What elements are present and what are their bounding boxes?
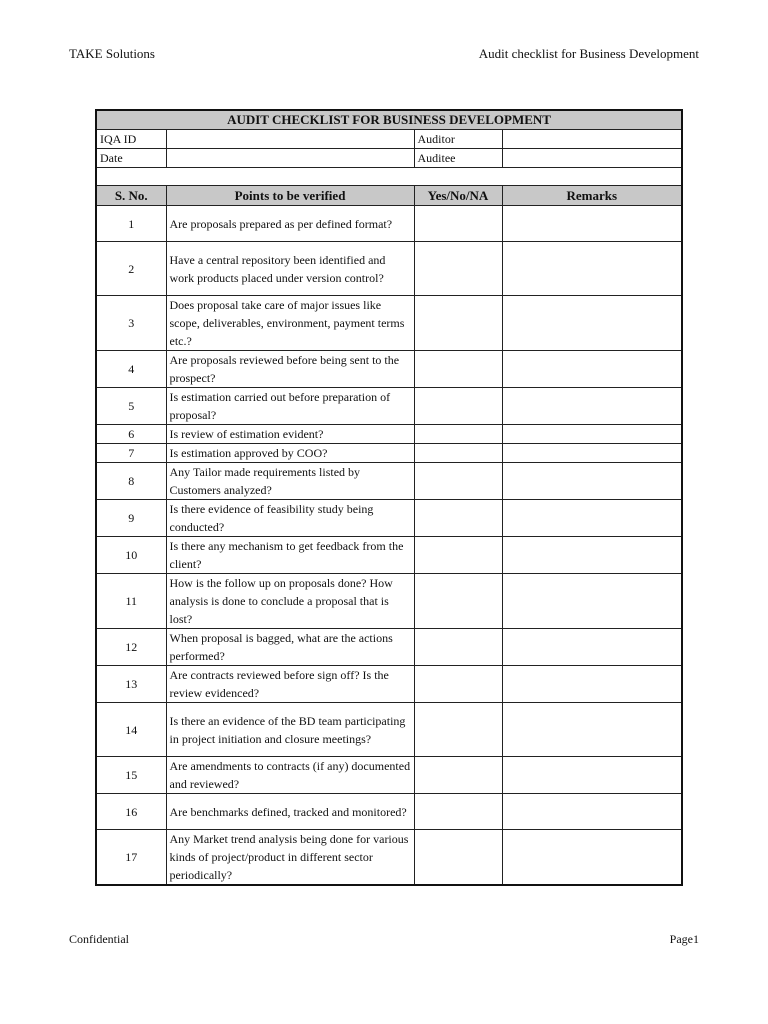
checklist-row bbox=[96, 444, 682, 463]
checklist-row bbox=[96, 537, 682, 574]
answer-cell[interactable] bbox=[414, 794, 502, 830]
verification-point: Are proposals prepared as per defined format? bbox=[166, 206, 414, 242]
answer-cell[interactable] bbox=[414, 444, 502, 463]
verification-point: Have a central repository been identified and work products placed under version control? bbox=[166, 242, 414, 296]
verification-point: Any Tailor made requirements listed by Customers analyzed? bbox=[166, 463, 414, 500]
remarks-cell[interactable] bbox=[502, 666, 682, 703]
verification-point: Are amendments to contracts (if any) documented and reviewed? bbox=[166, 757, 414, 794]
footer-page-number: Page1 bbox=[669, 932, 699, 946]
verification-point: Is estimation approved by COO? bbox=[166, 444, 414, 463]
answer-cell[interactable] bbox=[414, 537, 502, 574]
remarks-cell[interactable] bbox=[502, 537, 682, 574]
verification-point: Are benchmarks defined, tracked and monitored? bbox=[166, 794, 414, 830]
remarks-cell[interactable] bbox=[502, 296, 682, 351]
checklist-row bbox=[96, 666, 682, 703]
answer-cell[interactable] bbox=[414, 703, 502, 757]
iqa-id-label: IQA ID bbox=[96, 130, 166, 149]
audit-checklist-table bbox=[95, 109, 683, 886]
answer-cell[interactable] bbox=[414, 757, 502, 794]
column-header-points: Points to be verified bbox=[166, 186, 414, 206]
auditee-label: Auditee bbox=[414, 149, 502, 168]
checklist-row bbox=[96, 351, 682, 388]
checklist-row bbox=[96, 296, 682, 351]
remarks-cell[interactable] bbox=[502, 425, 682, 444]
row-number: 7 bbox=[96, 444, 166, 463]
checklist-row bbox=[96, 794, 682, 830]
date-field[interactable] bbox=[166, 149, 414, 168]
answer-cell[interactable] bbox=[414, 242, 502, 296]
verification-point: Does proposal take care of major issues like scope, deliverables, environment, payment terms etc.? bbox=[166, 296, 414, 351]
answer-cell[interactable] bbox=[414, 206, 502, 242]
column-header-row bbox=[96, 186, 682, 206]
answer-cell[interactable] bbox=[414, 666, 502, 703]
row-number: 14 bbox=[96, 703, 166, 757]
remarks-cell[interactable] bbox=[502, 351, 682, 388]
spacer-row bbox=[96, 168, 682, 186]
row-number: 2 bbox=[96, 242, 166, 296]
answer-cell[interactable] bbox=[414, 830, 502, 886]
row-number: 10 bbox=[96, 537, 166, 574]
checklist-row bbox=[96, 388, 682, 425]
checklist-row bbox=[96, 206, 682, 242]
checklist-row bbox=[96, 574, 682, 629]
verification-point: Is there any mechanism to get feedback from the client? bbox=[166, 537, 414, 574]
checklist-row bbox=[96, 500, 682, 537]
row-number: 11 bbox=[96, 574, 166, 629]
verification-point: Is review of estimation evident? bbox=[166, 425, 414, 444]
verification-point: Is estimation carried out before preparation of proposal? bbox=[166, 388, 414, 425]
verification-point: Are proposals reviewed before being sent to the prospect? bbox=[166, 351, 414, 388]
column-header-remarks: Remarks bbox=[502, 186, 682, 206]
answer-cell[interactable] bbox=[414, 463, 502, 500]
answer-cell[interactable] bbox=[414, 629, 502, 666]
remarks-cell[interactable] bbox=[502, 388, 682, 425]
checklist-row bbox=[96, 830, 682, 886]
date-label: Date bbox=[96, 149, 166, 168]
checklist-row bbox=[96, 242, 682, 296]
answer-cell[interactable] bbox=[414, 500, 502, 537]
auditee-field[interactable] bbox=[502, 149, 682, 168]
row-number: 9 bbox=[96, 500, 166, 537]
checklist-row bbox=[96, 425, 682, 444]
checklist-row bbox=[96, 629, 682, 666]
table-title-row bbox=[96, 110, 682, 130]
row-number: 12 bbox=[96, 629, 166, 666]
row-number: 5 bbox=[96, 388, 166, 425]
iqa-id-field[interactable] bbox=[166, 130, 414, 149]
remarks-cell[interactable] bbox=[502, 463, 682, 500]
remarks-cell[interactable] bbox=[502, 574, 682, 629]
column-header-answer: Yes/No/NA bbox=[414, 186, 502, 206]
remarks-cell[interactable] bbox=[502, 500, 682, 537]
header-company: TAKE Solutions bbox=[69, 46, 155, 61]
remarks-cell[interactable] bbox=[502, 703, 682, 757]
answer-cell[interactable] bbox=[414, 574, 502, 629]
row-number: 8 bbox=[96, 463, 166, 500]
column-header-sno: S. No. bbox=[96, 186, 166, 206]
checklist-row bbox=[96, 463, 682, 500]
spacer-cell bbox=[96, 168, 682, 186]
answer-cell[interactable] bbox=[414, 425, 502, 444]
footer-classification: Confidential bbox=[69, 932, 129, 946]
table-title: AUDIT CHECKLIST FOR BUSINESS DEVELOPMENT bbox=[96, 110, 682, 130]
answer-cell[interactable] bbox=[414, 388, 502, 425]
verification-point: How is the follow up on proposals done? How analysis is done to conclude a proposal that is lost? bbox=[166, 574, 414, 629]
row-number: 15 bbox=[96, 757, 166, 794]
answer-cell[interactable] bbox=[414, 351, 502, 388]
remarks-cell[interactable] bbox=[502, 830, 682, 886]
remarks-cell[interactable] bbox=[502, 444, 682, 463]
remarks-cell[interactable] bbox=[502, 242, 682, 296]
auditor-label: Auditor bbox=[414, 130, 502, 149]
verification-point: When proposal is bagged, what are the actions performed? bbox=[166, 629, 414, 666]
remarks-cell[interactable] bbox=[502, 757, 682, 794]
row-number: 17 bbox=[96, 830, 166, 886]
meta-row-iqa bbox=[96, 130, 682, 149]
checklist-row bbox=[96, 703, 682, 757]
verification-point: Any Market trend analysis being done for various kinds of project/product in different sector periodically? bbox=[166, 830, 414, 886]
remarks-cell[interactable] bbox=[502, 206, 682, 242]
row-number: 16 bbox=[96, 794, 166, 830]
verification-point: Are contracts reviewed before sign off? Is the review evidenced? bbox=[166, 666, 414, 703]
row-number: 6 bbox=[96, 425, 166, 444]
verification-point: Is there an evidence of the BD team participating in project initiation and closure meetings? bbox=[166, 703, 414, 757]
remarks-cell[interactable] bbox=[502, 629, 682, 666]
row-number: 3 bbox=[96, 296, 166, 351]
row-number: 13 bbox=[96, 666, 166, 703]
header-document-title: Audit checklist for Business Development bbox=[478, 46, 699, 61]
row-number: 4 bbox=[96, 351, 166, 388]
auditor-field[interactable] bbox=[502, 130, 682, 149]
checklist-row bbox=[96, 757, 682, 794]
remarks-cell[interactable] bbox=[502, 794, 682, 830]
answer-cell[interactable] bbox=[414, 296, 502, 351]
verification-point: Is there evidence of feasibility study being conducted? bbox=[166, 500, 414, 537]
meta-row-date bbox=[96, 149, 682, 168]
row-number: 1 bbox=[96, 206, 166, 242]
